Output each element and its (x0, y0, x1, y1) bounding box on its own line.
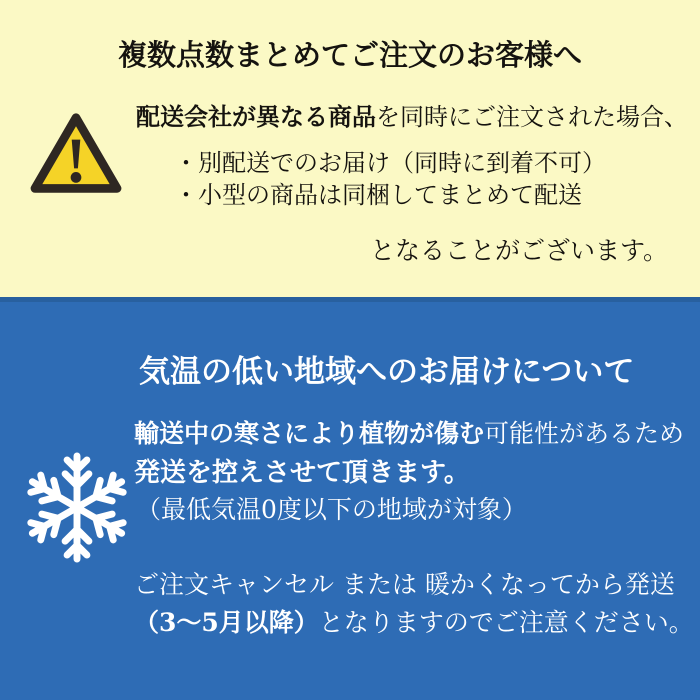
notice-rest-text: となりますのでご注意ください。 (318, 608, 694, 637)
cold-body-rest: 可能性があるため (484, 419, 685, 448)
warning-triangle-icon (28, 111, 124, 197)
intro-bold-text: 配送会社が異なる商品 (136, 102, 376, 131)
cold-body-bold: 輸送中の寒さにより植物が傷む (134, 419, 485, 448)
section-divider (0, 297, 700, 302)
multiple-order-closing: となることがございます。 (369, 236, 668, 265)
intro-rest-text: を同時にご注文された場合、 (376, 103, 688, 131)
cold-body-line3: （最低気温0度以下の地域が対象） (136, 495, 527, 524)
cold-body-line1 (134, 414, 684, 450)
snowflake-icon (27, 450, 127, 565)
cold-region-title: 気温の低い地域へのお届けについて (139, 354, 635, 390)
cold-region-notice-panel (0, 297, 700, 700)
bullet-combined-shipping: ・小型の商品は同梱してまとめて配送 (174, 181, 582, 209)
bullet-separate-shipping: ・別配送でのお届け（同時に到着不可） (174, 149, 606, 177)
cold-notice-line2 (134, 603, 694, 639)
cold-notice-line1: ご注文キャンセル または 暖かくなってから発送 (134, 570, 675, 599)
cold-body-line2: 発送を控えさせて頂きます。 (134, 458, 470, 488)
multiple-order-title: 複数点数まとめてご注文のお客様へ (117, 38, 582, 72)
multiple-order-notice-panel (0, 0, 700, 297)
notice-months-bold: （3～5月以降） (134, 608, 319, 637)
multiple-order-intro (136, 97, 688, 132)
